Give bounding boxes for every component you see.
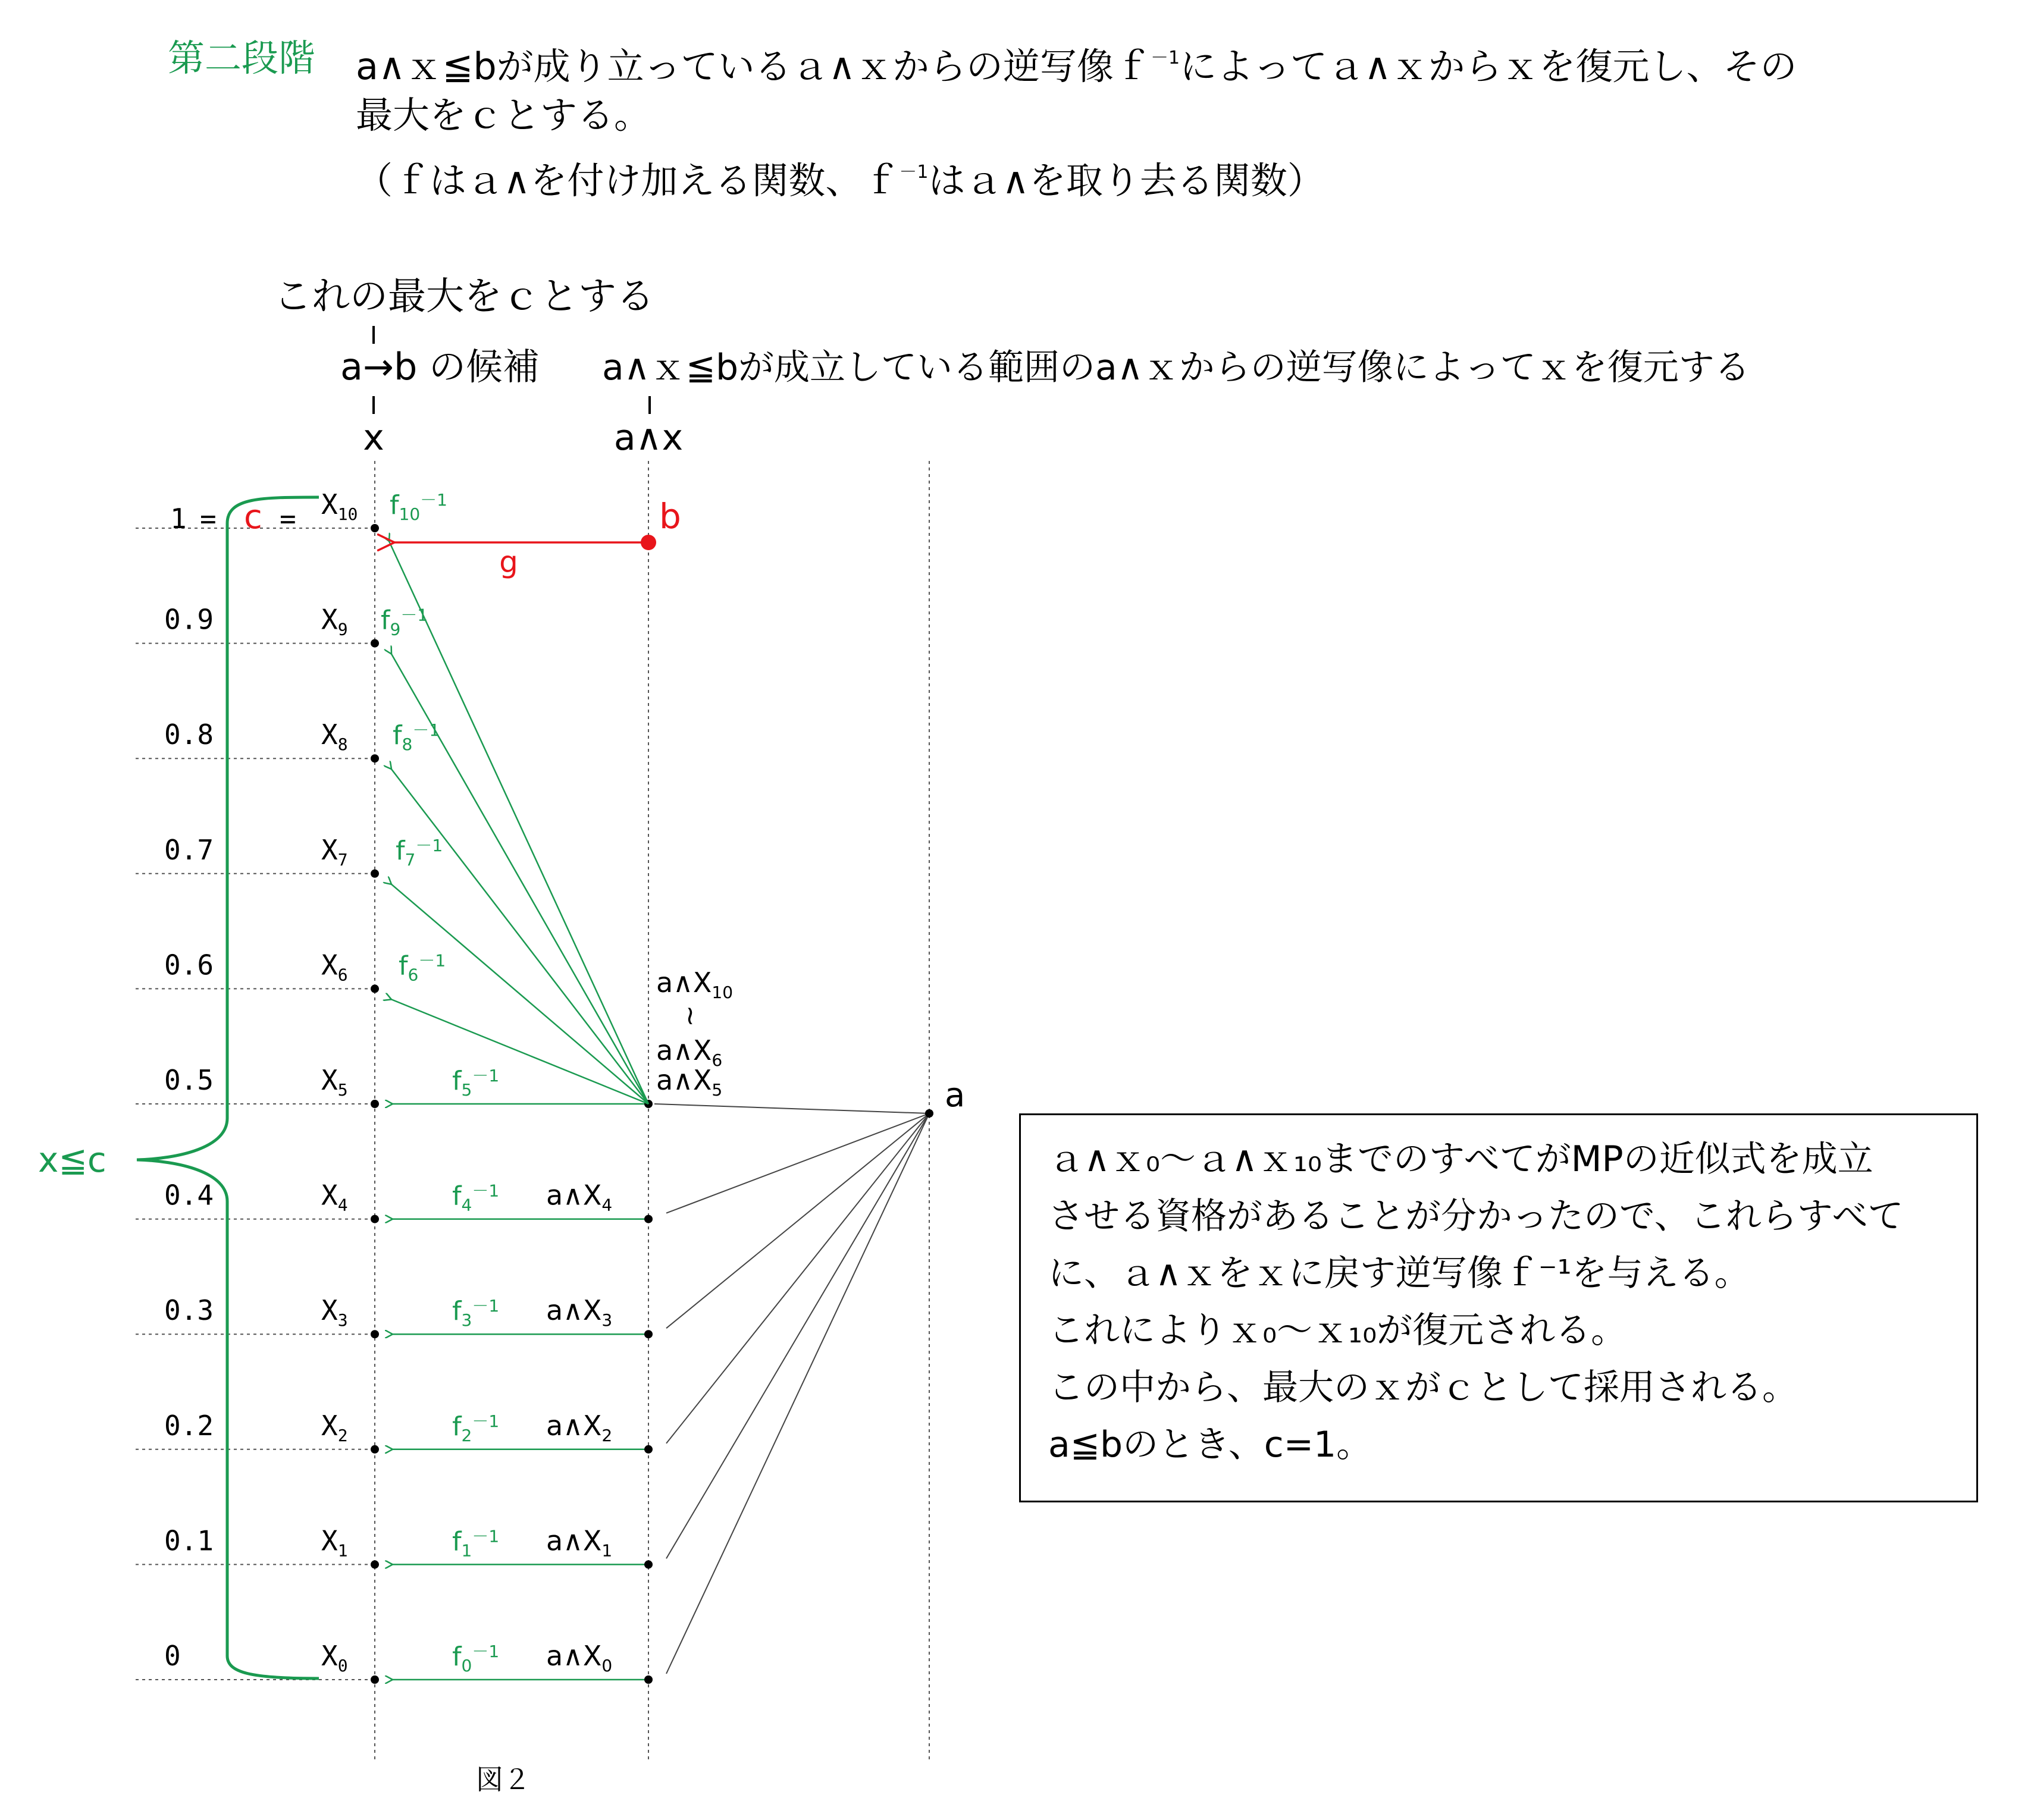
value-label: 0.3 bbox=[164, 1294, 214, 1327]
note-line-3: に、ａ∧ｘをｘに戻す逆写像ｆ⁻¹を与える。 bbox=[1048, 1253, 1750, 1294]
explanation-box bbox=[1019, 1113, 1978, 1502]
ax-label: $a\wedge X_4$ bbox=[546, 1179, 613, 1215]
note-line-5: この中から、最大のｘがｃとして採用される。 bbox=[1048, 1367, 1798, 1408]
note-line-6: a≦bのとき、c=1。 bbox=[1048, 1424, 1372, 1466]
f-inverse-label: $f_7^{-1}$ bbox=[396, 835, 443, 870]
f-inverse-label: $f_{10}^{-1}$ bbox=[390, 490, 447, 524]
header-line-1-rest: によってａ∧ｘからｘを復元し、その bbox=[1180, 45, 1797, 88]
header-line-2: 最大をｃとする。 bbox=[356, 93, 651, 137]
ax-upper-tilde: ≀ bbox=[685, 1000, 695, 1031]
top-caption: これの最大をｃとする bbox=[274, 275, 654, 319]
header-line-1-main: a∧ｘ≦bが成り立っているａ∧ｘからの逆写像ｆ bbox=[356, 45, 1151, 88]
ax-point bbox=[644, 1560, 653, 1568]
x-node-label: $X_6$ bbox=[321, 949, 348, 985]
x-point bbox=[371, 1560, 379, 1568]
inverse-arrow-diagonal bbox=[391, 769, 648, 1104]
a-fan-lines-group bbox=[654, 1104, 929, 1674]
col-x-label: x bbox=[363, 417, 384, 459]
brace-label: x≦c bbox=[38, 1140, 106, 1180]
x-point bbox=[371, 639, 379, 648]
a-point bbox=[925, 1109, 933, 1118]
f-inverse-label: $f_2^{-1}$ bbox=[452, 1411, 500, 1445]
note-line-2: させる資格があることが分かったので、これらすべて bbox=[1048, 1195, 1904, 1237]
x-point bbox=[371, 1215, 379, 1223]
x-point bbox=[371, 870, 379, 878]
ax-label: $a\wedge X_5$ bbox=[656, 1064, 723, 1100]
f-inverse-label: $f_9^{-1}$ bbox=[381, 605, 428, 639]
ax-point bbox=[644, 1215, 653, 1223]
value-label: 0.1 bbox=[164, 1524, 214, 1557]
ax-point bbox=[644, 1330, 653, 1338]
x-point bbox=[371, 1445, 379, 1454]
x-node-label: $X_5$ bbox=[321, 1064, 348, 1100]
inverse-arrow-diagonal bbox=[391, 654, 648, 1104]
inverse-arrow-diagonal bbox=[391, 884, 648, 1104]
ax-label: $a\wedge X_2$ bbox=[546, 1409, 613, 1445]
a-fan-line bbox=[654, 1104, 929, 1113]
f-inverse-label: $f_6^{-1}$ bbox=[399, 950, 446, 985]
x-node-label: $X_4$ bbox=[321, 1179, 348, 1215]
x-node-label: $X_2$ bbox=[321, 1409, 348, 1445]
inverse-arrow-diagonal bbox=[391, 999, 648, 1104]
value-label: 0.5 bbox=[164, 1064, 214, 1096]
x-node-label: $X_9$ bbox=[321, 603, 348, 639]
ax-point bbox=[644, 1445, 653, 1454]
top-eq-equals-2: = bbox=[280, 503, 296, 535]
x-node-label: $X_7$ bbox=[321, 833, 348, 870]
header-line-3-a: （ｆはａ∧を付け加える関数、ｆ bbox=[356, 159, 900, 202]
value-label: 0.7 bbox=[164, 833, 214, 866]
ax-upper-top-label: $a\wedge X_{10}$ bbox=[656, 967, 734, 1002]
x-node-label: $X_0$ bbox=[321, 1640, 348, 1675]
value-label: 0.4 bbox=[164, 1179, 214, 1212]
figure-caption: 図２ bbox=[476, 1763, 531, 1796]
value-label: 0.2 bbox=[164, 1409, 214, 1442]
top-eq-equals-1: = bbox=[200, 503, 217, 535]
stage-label: 第二段階 bbox=[168, 36, 316, 80]
ax-label: $a\wedge X_1$ bbox=[546, 1524, 613, 1561]
b-point bbox=[641, 535, 656, 550]
header-line-1-sup: －1 bbox=[1151, 48, 1180, 68]
range-label: a∧ｘ≦bが成立している範囲のa∧ｘからの逆写像によってｘを復元する bbox=[602, 347, 1750, 388]
x-point bbox=[371, 524, 379, 532]
x-point bbox=[371, 1675, 379, 1684]
col-ax-label: a∧x bbox=[613, 417, 684, 459]
candidate-label: a→b の候補 bbox=[340, 345, 540, 388]
f-inverse-label: $f_8^{-1}$ bbox=[393, 720, 440, 755]
ax-point bbox=[644, 1675, 653, 1684]
value-label: 0.9 bbox=[164, 603, 214, 636]
upper-arrows-group bbox=[389, 541, 648, 1104]
top-eq-one: 1 bbox=[170, 503, 187, 535]
header-line-3-b: はａ∧を取り去る関数） bbox=[928, 159, 1324, 202]
top-eq-c: c bbox=[244, 498, 262, 536]
f-inverse-label: $f_0^{-1}$ bbox=[452, 1642, 500, 1675]
x-point bbox=[371, 754, 379, 762]
x-node-label: $X_1$ bbox=[321, 1524, 348, 1561]
value-label: 0.6 bbox=[164, 949, 214, 981]
note-line-4: これによりｘ₀〜ｘ₁₀が復元される。 bbox=[1048, 1310, 1627, 1351]
g-label: g bbox=[499, 545, 518, 579]
f-inverse-label: $f_1^{-1}$ bbox=[452, 1526, 500, 1561]
value-label: 0.8 bbox=[164, 718, 214, 751]
x-node-label: $X_3$ bbox=[321, 1294, 348, 1331]
inverse-arrow-diagonal bbox=[389, 541, 648, 1104]
f-inverse-label: $f_3^{-1}$ bbox=[452, 1296, 500, 1331]
a-fan-line bbox=[666, 1113, 929, 1558]
x-point bbox=[371, 984, 379, 993]
note-line-1: ａ∧ｘ₀〜ａ∧ｘ₁₀までのすべてがMPの近似式を成立 bbox=[1048, 1138, 1873, 1180]
f-inverse-label: $f_4^{-1}$ bbox=[452, 1181, 500, 1215]
x-point bbox=[371, 1330, 379, 1338]
x-node-label: $X_8$ bbox=[321, 718, 348, 755]
x-node-label: $X_{10}$ bbox=[321, 488, 358, 524]
a-fan-line bbox=[666, 1113, 929, 1328]
value-label: 0 bbox=[164, 1640, 181, 1672]
x-point bbox=[371, 1100, 379, 1108]
ax-label: $a\wedge X_0$ bbox=[546, 1640, 613, 1675]
a-label: a bbox=[945, 1076, 966, 1115]
ax-label: $a\wedge X_3$ bbox=[546, 1294, 613, 1331]
f-inverse-label: $f_5^{-1}$ bbox=[452, 1066, 500, 1100]
ax-upper-mid-label: $a\wedge X_6$ bbox=[656, 1034, 723, 1070]
b-label: b bbox=[659, 496, 681, 536]
header-line-3-sup: －1 bbox=[899, 162, 929, 183]
